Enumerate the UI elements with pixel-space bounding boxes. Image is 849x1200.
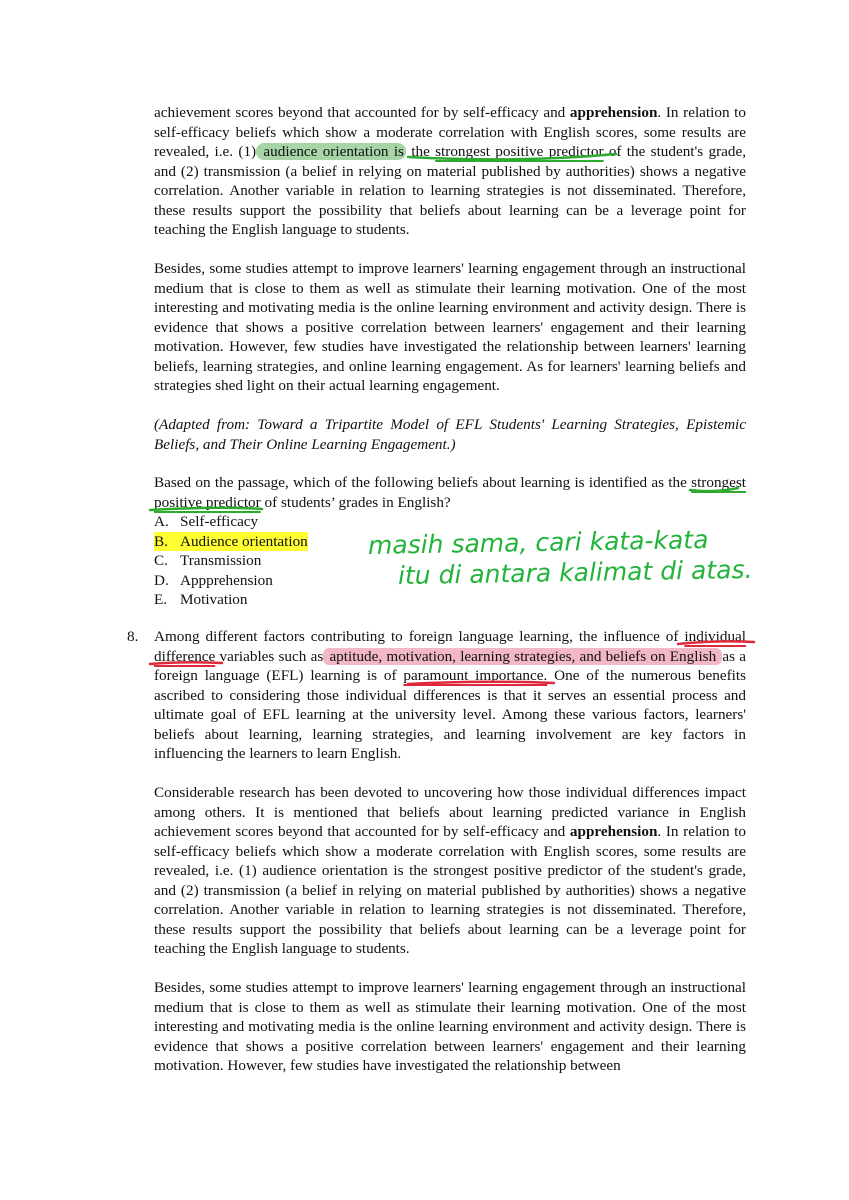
- handwritten-note-line1: masih sama, cari kata-kata: [367, 525, 709, 560]
- text: the: [405, 143, 436, 160]
- text: One of the numerous benefits ascribed to considering those individual differences is that it serves an essential process and ultimate goal of EFL learning at the university level. Among these various factors, learners' beliefs about learning, learning strategies, and learning involvement are key factors in influencing the learners to learn English.: [154, 667, 746, 762]
- option-text: Motivation: [180, 591, 248, 608]
- bold-term: apprehension: [569, 823, 658, 840]
- option-letter: A.: [154, 513, 169, 530]
- handwritten-note-line2: itu di antara kalimat di atas.: [397, 554, 753, 591]
- option-c[interactable]: [154, 551, 308, 571]
- option-letter: D.: [154, 571, 169, 589]
- text: Considerable research has been devoted to uncovering how those individual differences impact among others. It is mentioned that beliefs about learning predicted variance in English achievement scores beyond that accounted for by self-efficacy and: [154, 784, 746, 840]
- pink-highlight: aptitude, motivation, learning strategies, and beliefs on English: [325, 647, 721, 665]
- answer-options: [154, 512, 308, 610]
- red-underline: paramount importance.: [403, 667, 548, 684]
- text: achievement scores beyond that accounted for by self-efficacy and: [154, 104, 570, 121]
- option-text: Self-efficacy: [180, 513, 259, 530]
- text: of the student's grade, and (2) transmission (a belief in relying on material published by authorities) shows a negative correlation. Another variable in relation to learning strategies is not disseminated. Therefore, these results support the possibility that beliefs about learning can be a leverage point for teaching the English language to students.: [154, 143, 747, 238]
- green-highlight: audience orientation is: [258, 143, 404, 160]
- text: variables such as: [215, 647, 324, 665]
- text: of students’ grades in English?: [260, 493, 451, 511]
- red-underline: individual difference: [154, 628, 746, 665]
- paragraph-factors: [154, 627, 746, 764]
- paragraph-engagement: Besides, some studies attempt to improve learners' learning engagement through an instructional medium that is close to them as well as stimulate their learning motivation. One of the most interesting and motivating media is the online learning environment and activity design. There is evidence that shows a positive correlation between learners' engagement and their learning motivation. However, few studies have investigated the relationship between learners' learning beliefs, learning strategies, and online learning engagement. As for learners' learning beliefs and strategies shed light on their actual learning engagement.: [154, 260, 746, 394]
- option-letter: C.: [154, 552, 168, 569]
- option-a[interactable]: [154, 512, 308, 532]
- option-letter: B.: [154, 532, 168, 550]
- paragraph-research: [154, 783, 746, 959]
- green-underline: strongest positive predictor: [154, 474, 746, 511]
- question-number: 8.: [127, 628, 139, 645]
- option-text: Audience orientation: [180, 532, 308, 550]
- source-citation: (Adapted from: Toward a Tripartite Model of EFL Students' Learning Strategies, Epistemic Beliefs, and Their Online Learning Engagement.): [154, 416, 746, 453]
- option-letter: E.: [154, 591, 168, 608]
- paragraph-engagement-repeat: Besides, some studies attempt to improve learners' learning engagement through an instructional medium that is close to them as well as stimulate their learning motivation. One of the most interesting and motivating media is the online learning environment and activity design. There is evidence that shows a positive correlation between learners' engagement and their learning motivation. However, few studies have investigated the relationship between: [154, 979, 746, 1074]
- green-underline: strongest positive predictor: [435, 143, 604, 160]
- option-text: Transmission: [180, 552, 262, 569]
- option-e[interactable]: [154, 590, 308, 610]
- text: . In relation to self-efficacy beliefs which show a moderate correlation with English scores, some results are revealed, i.e. (1): [154, 104, 746, 160]
- text: as a foreign language (EFL) learning is of: [154, 647, 746, 684]
- bold-term: apprehension: [569, 104, 658, 121]
- text: Based on the passage, which of the following beliefs about learning is identified as the: [154, 474, 692, 491]
- text: . In relation to self-efficacy beliefs which show a moderate correlation with English scores, some results are revealed, i.e. (1) audience orientation is the strongest positive predictor of the student's grade, and (2) transmission (a belief in relying on material published by authorities) shows a negative correlation. Another variable in relation to learning strategies is not disseminated. Therefore, these results support the possibility that beliefs about learning can be a leverage point for teaching the English language to students.: [154, 823, 746, 957]
- option-d[interactable]: [154, 571, 308, 591]
- question-stem: [154, 473, 746, 512]
- text: Among different factors contributing to foreign language learning, the influence of: [154, 628, 685, 645]
- option-text: Appprehension: [180, 571, 273, 589]
- option-b[interactable]: [154, 532, 308, 552]
- paragraph-results: [154, 103, 746, 240]
